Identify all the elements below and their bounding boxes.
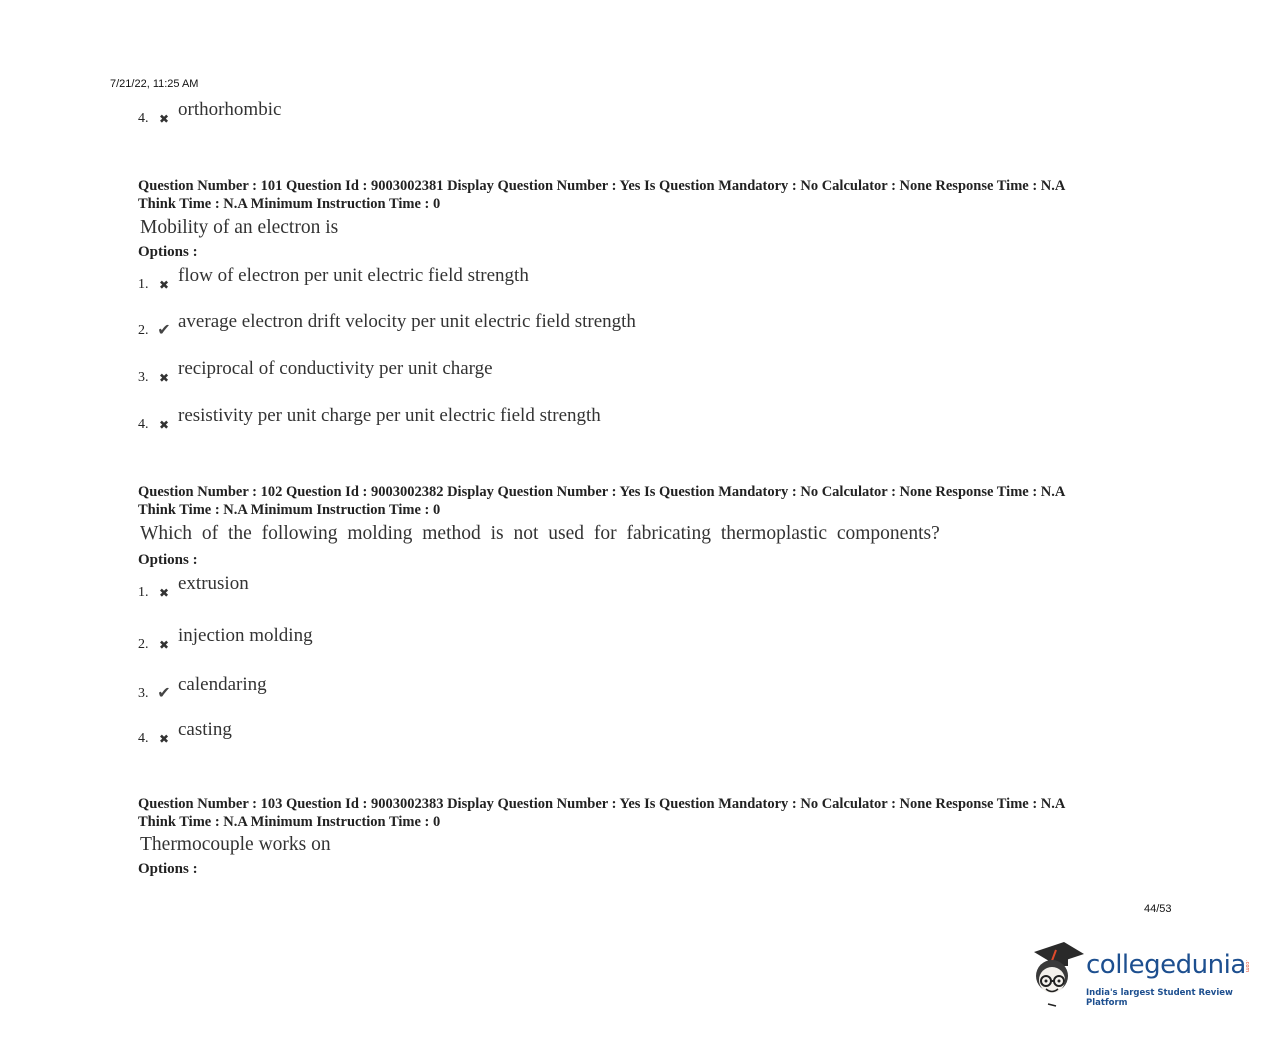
option-number: 3. (138, 370, 149, 385)
cross-icon: ✖ (158, 112, 170, 126)
option-text: injection molding (178, 625, 313, 646)
mascot-icon (1026, 938, 1088, 1010)
cross-icon: ✖ (158, 732, 170, 746)
question-text: Thermocouple works on (140, 834, 331, 855)
checkmark-icon: ✔ (157, 322, 171, 339)
option-number: 4. (138, 111, 149, 126)
option-number: 1. (138, 585, 149, 600)
question-meta-line1: Question Number : 102 Question Id : 9003002382 Display Question Number : Yes Is Question Mandatory : No Calculator : None Response Time : N.A (138, 484, 1066, 500)
option-row (138, 626, 313, 652)
logo-tagline: India's largest Student Review Platform (1086, 988, 1233, 1008)
option-number: 2. (138, 323, 149, 338)
option-row (138, 266, 529, 292)
option-row (138, 406, 601, 432)
option-number: 4. (138, 417, 149, 432)
option-text: calendaring (178, 674, 267, 695)
logo-wordmark: collegedunia (1086, 950, 1246, 980)
option-text: flow of electron per unit electric field strength (178, 265, 529, 286)
question-text: Which of the following molding method is not used for fabricating thermoplastic components? (140, 523, 940, 544)
print-timestamp: 7/21/22, 11:25 AM (110, 78, 199, 90)
option-row (138, 574, 249, 600)
question-meta-line1: Question Number : 103 Question Id : 9003002383 Display Question Number : Yes Is Question Mandatory : No Calculator : None Response Time : N.A (138, 796, 1066, 812)
option-row (138, 312, 636, 338)
cross-icon: ✖ (158, 418, 170, 432)
page-number: 44/53 (1144, 903, 1172, 915)
options-label: Options : (138, 244, 198, 260)
option-row (138, 359, 493, 385)
question-meta (138, 177, 1168, 213)
question-meta-line2: Think Time : N.A Minimum Instruction Time : 0 (138, 502, 441, 518)
checkmark-icon: ✔ (157, 685, 171, 702)
option-row (138, 675, 267, 701)
logo-suffix: .com (1244, 960, 1250, 973)
question-meta-line1: Question Number : 101 Question Id : 9003002381 Display Question Number : Yes Is Question Mandatory : No Calculator : None Response Time : N.A (138, 178, 1066, 194)
option-text: orthorhombic (178, 99, 282, 120)
collegedunia-logo (1026, 938, 1252, 1010)
question-text: Mobility of an electron is (140, 217, 339, 238)
cross-icon: ✖ (158, 638, 170, 652)
option-row (138, 100, 281, 126)
option-text: reciprocal of conductivity per unit charge (178, 358, 493, 379)
option-number: 4. (138, 731, 149, 746)
option-number: 1. (138, 277, 149, 292)
option-row (138, 720, 232, 746)
question-meta-line2: Think Time : N.A Minimum Instruction Time : 0 (138, 196, 441, 212)
cross-icon: ✖ (158, 278, 170, 292)
cross-icon: ✖ (158, 586, 170, 600)
option-text: casting (178, 719, 232, 740)
option-number: 3. (138, 686, 149, 701)
option-text: extrusion (178, 573, 249, 594)
options-label: Options : (138, 552, 198, 568)
option-text: average electron drift velocity per unit electric field strength (178, 311, 636, 332)
question-meta (138, 795, 1168, 831)
question-meta-line2: Think Time : N.A Minimum Instruction Time : 0 (138, 814, 441, 830)
question-meta (138, 483, 1168, 519)
cross-icon: ✖ (158, 371, 170, 385)
option-text: resistivity per unit charge per unit electric field strength (178, 405, 601, 426)
option-number: 2. (138, 637, 149, 652)
options-label: Options : (138, 861, 198, 877)
